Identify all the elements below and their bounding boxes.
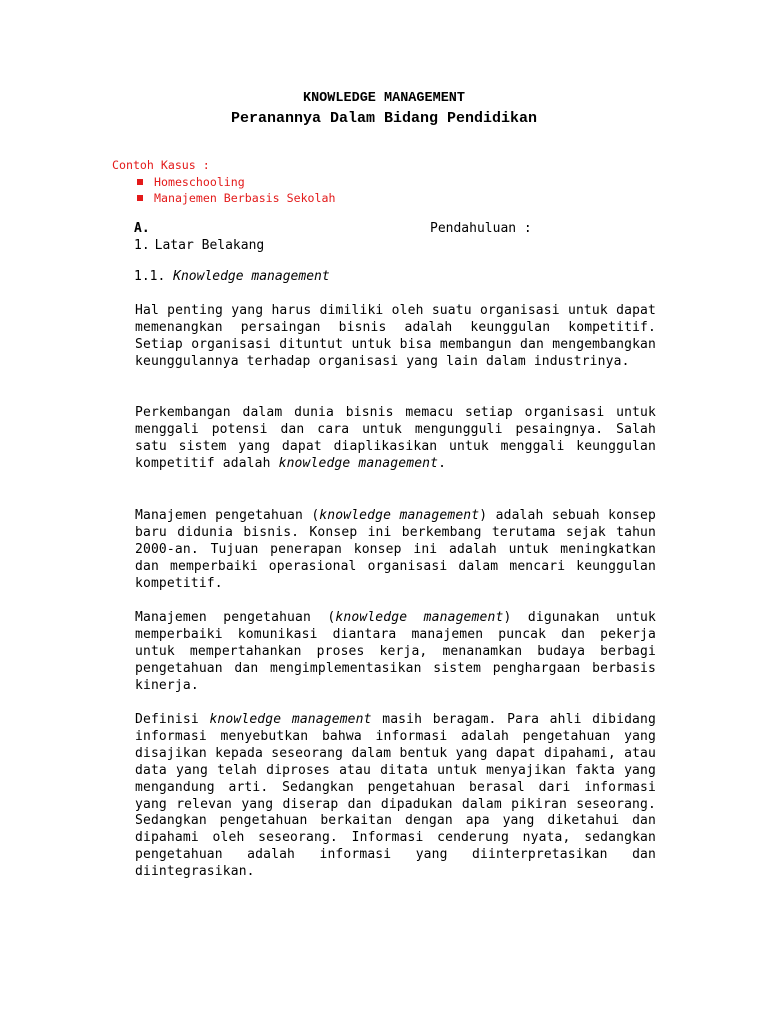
document-title: KNOWLEDGE MANAGEMENT (302, 91, 466, 106)
case-list-item (137, 190, 335, 206)
italic-term: knowledge management (278, 455, 439, 471)
sub-subsection-title: Knowledge management (173, 269, 330, 284)
case-label: Contoh Kasus : (112, 158, 210, 172)
section-title: Pendahuluan : (430, 221, 532, 236)
text-run: masih beragam. Para ahli dibidang informasi menyebutkan bahwa informasi adalah pengetahuan yang disajikan kepada seseorang dalam bentuk yang dapat dipahami, atau data yang telah diproses atau ditata untuk menyajikan fakta yang mengandung arti. Sedangkan pengetahuan berasal dari informasi yang relevan yang diserap dan dipadukan dalam pikiran seseorang. Sedangkan pengetahuan berkaitan dengan apa yang diketahui dan dipahami oleh seseorang. Informasi cenderung nyata, sedangkan pengetahuan adalah informasi yang diinterpretasikan dan diintegrasikan. (135, 712, 656, 880)
subsection-number: 1. (134, 238, 150, 253)
square-bullet-icon (137, 179, 143, 185)
case-item-text: Manajemen Berbasis Sekolah (154, 191, 336, 205)
paragraph-text (135, 508, 656, 593)
italic-term: knowledge management (335, 610, 504, 625)
text-run: . (438, 455, 447, 471)
subsection-title: Latar Belakang (154, 238, 265, 253)
paragraph-text (135, 610, 656, 695)
paragraph-text (135, 405, 656, 473)
paragraph-text: Hal penting yang harus dimiliki oleh suatu organisasi untuk dapat memenangkan persaingan bisnis adalah keunggulan kompetitif. Setiap organisasi dituntut untuk bisa membangun dan mengembangkan keunggulannya terhadap organisasi yang lain dalam industrinya. (135, 303, 656, 369)
document-subtitle: Peranannya Dalam Bidang Pendidikan (230, 110, 538, 127)
paragraph-text (135, 712, 656, 881)
square-bullet-icon (137, 195, 143, 201)
text-run: Manajemen pengetahuan ( (135, 508, 320, 523)
text-run: ) adalah sebuah konsep baru didunia bisnis. Konsep ini berkembang terutama sejak tahun 2000-an. Tujuan penerapan konsep ini adalah untuk meningkatkan dan memperbaiki operasional organisasi dalam mencari keunggulan kompetitif. (135, 508, 656, 591)
paragraph (135, 712, 656, 881)
paragraph (135, 508, 656, 593)
text-run: ) digunakan untuk memperbaiki komunikasi diantara manajemen puncak dan pekerja untuk mempertahankan proses kerja, menanamkan budaya berbagi pengetahuan dan mengimplementasikan sistem penghargaan berbasis kinerja. (135, 610, 656, 693)
text-run: Manajemen pengetahuan ( (135, 610, 336, 625)
italic-term: knowledge management (209, 712, 372, 727)
case-item-text: Homeschooling (154, 175, 245, 189)
text-run: Definisi (135, 712, 210, 727)
paragraph (135, 610, 656, 695)
paragraph (135, 405, 656, 473)
section-letter: A. (134, 221, 150, 236)
text-run: Perkembangan dalam dunia bisnis memacu setiap organisasi untuk menggali potensi dan cara untuk mengungguli pesaingnya. Salah satu sistem yang dapat diaplikasikan untuk menggali keunggulan kompetitif adalah (135, 405, 656, 471)
section-heading (134, 221, 664, 237)
sub-subsection-heading (134, 269, 330, 285)
sub-subsection-number: 1.1. (134, 269, 166, 284)
italic-term: knowledge management (319, 508, 480, 523)
case-list-item (137, 174, 245, 190)
subsection-heading (134, 238, 264, 254)
paragraph (135, 303, 656, 371)
